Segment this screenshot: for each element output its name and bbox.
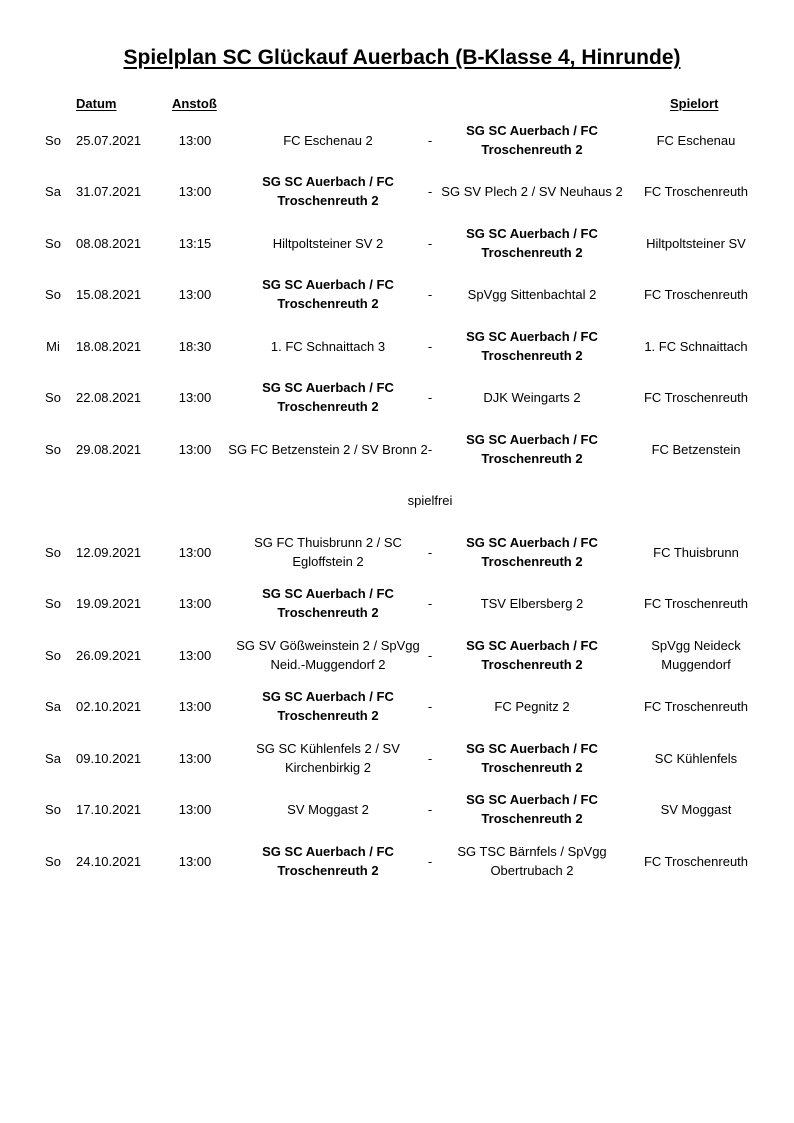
match-row bbox=[0, 323, 794, 369]
match-kickoff: 13:00 bbox=[178, 801, 212, 817]
match-kickoff: 13:15 bbox=[178, 235, 212, 251]
match-weekday: So bbox=[45, 132, 61, 148]
match-date: 19.09.2021 bbox=[76, 595, 142, 611]
match-row bbox=[0, 426, 794, 472]
match-weekday: So bbox=[45, 441, 61, 457]
match-date: 29.08.2021 bbox=[76, 441, 142, 457]
match-date: 12.09.2021 bbox=[76, 544, 142, 560]
match-row bbox=[0, 168, 794, 214]
free-week-label: spielfrei bbox=[407, 493, 453, 508]
header-anstoss: Anstoß bbox=[172, 96, 217, 111]
match-venue: FC Troschenreuth bbox=[643, 286, 749, 302]
home-team: Hiltpoltsteiner SV 2 bbox=[272, 235, 384, 251]
home-team: 1. FC Schnaittach 3 bbox=[270, 338, 386, 354]
match-row bbox=[0, 838, 794, 884]
away-team: SG SC Auerbach / FC Troschenreuth 2 bbox=[466, 329, 598, 363]
away-team: TSV Elbersberg 2 bbox=[480, 595, 584, 611]
schedule-title: Spielplan SC Glückauf Auerbach (B-Klasse 4, Hinrunde) bbox=[123, 46, 681, 69]
away-team: FC Pegnitz 2 bbox=[494, 698, 570, 714]
match-weekday: So bbox=[45, 389, 61, 405]
away-team: SG TSC Bärnfels / SpVgg Obertrubach 2 bbox=[457, 844, 607, 878]
home-team: SG SC Auerbach / FC Troschenreuth 2 bbox=[262, 586, 394, 620]
header-datum: Datum bbox=[76, 96, 117, 111]
match-row bbox=[0, 735, 794, 781]
match-kickoff: 13:00 bbox=[178, 544, 212, 560]
match-separator: - bbox=[427, 647, 433, 663]
match-row bbox=[0, 632, 794, 678]
match-kickoff: 13:00 bbox=[178, 595, 212, 611]
match-row bbox=[0, 529, 794, 575]
match-venue: FC Betzenstein bbox=[651, 441, 741, 457]
match-weekday: So bbox=[45, 544, 61, 560]
match-venue: FC Eschenau bbox=[656, 132, 736, 148]
match-date: 31.07.2021 bbox=[76, 183, 142, 199]
match-row bbox=[0, 580, 794, 626]
match-venue: FC Troschenreuth bbox=[643, 595, 749, 611]
home-team: SG FC Betzenstein 2 / SV Bronn 2 bbox=[228, 441, 428, 457]
match-separator: - bbox=[427, 389, 433, 405]
match-weekday: So bbox=[45, 647, 61, 663]
match-row bbox=[0, 374, 794, 420]
match-date: 18.08.2021 bbox=[76, 338, 142, 354]
match-weekday: Mi bbox=[46, 338, 60, 354]
match-venue: SC Kühlenfels bbox=[654, 750, 738, 766]
match-row bbox=[0, 220, 794, 266]
match-kickoff: 18:30 bbox=[178, 338, 212, 354]
match-row bbox=[0, 683, 794, 729]
home-team: SG SC Auerbach / FC Troschenreuth 2 bbox=[262, 844, 394, 878]
match-date: 25.07.2021 bbox=[76, 132, 142, 148]
match-kickoff: 13:00 bbox=[178, 132, 212, 148]
home-team: SG FC Thuisbrunn 2 / SC Egloffstein 2 bbox=[254, 535, 402, 569]
match-weekday: Sa bbox=[45, 183, 61, 199]
match-kickoff: 13:00 bbox=[178, 647, 212, 663]
match-separator: - bbox=[427, 441, 433, 457]
header-spielort: Spielort bbox=[670, 96, 719, 111]
match-venue: FC Troschenreuth bbox=[643, 183, 749, 199]
match-weekday: So bbox=[45, 286, 61, 302]
match-kickoff: 13:00 bbox=[178, 286, 212, 302]
away-team: SpVgg Sittenbachtal 2 bbox=[467, 286, 597, 302]
match-kickoff: 13:00 bbox=[178, 441, 212, 457]
match-kickoff: 13:00 bbox=[178, 698, 212, 714]
match-weekday: So bbox=[45, 235, 61, 251]
home-team: SG SC Auerbach / FC Troschenreuth 2 bbox=[262, 689, 394, 723]
match-separator: - bbox=[427, 750, 433, 766]
match-venue: 1. FC Schnaittach bbox=[644, 338, 748, 354]
home-team: SG SC Auerbach / FC Troschenreuth 2 bbox=[262, 380, 394, 414]
match-separator: - bbox=[427, 132, 433, 148]
match-date: 22.08.2021 bbox=[76, 389, 142, 405]
match-date: 24.10.2021 bbox=[76, 853, 142, 869]
match-kickoff: 13:00 bbox=[178, 853, 212, 869]
match-row bbox=[0, 271, 794, 317]
match-venue: FC Thuisbrunn bbox=[653, 544, 739, 560]
home-team: FC Eschenau 2 bbox=[283, 132, 373, 148]
match-separator: - bbox=[427, 235, 433, 251]
match-weekday: So bbox=[45, 853, 61, 869]
home-team: SG SC Auerbach / FC Troschenreuth 2 bbox=[262, 174, 394, 208]
match-row bbox=[0, 117, 794, 163]
match-venue: SV Moggast bbox=[660, 801, 732, 817]
match-venue: FC Troschenreuth bbox=[643, 853, 749, 869]
match-venue: FC Troschenreuth bbox=[643, 389, 749, 405]
match-kickoff: 13:00 bbox=[178, 750, 212, 766]
away-team: SG SC Auerbach / FC Troschenreuth 2 bbox=[466, 638, 598, 672]
away-team: SG SC Auerbach / FC Troschenreuth 2 bbox=[466, 123, 598, 157]
match-kickoff: 13:00 bbox=[178, 389, 212, 405]
match-weekday: So bbox=[45, 801, 61, 817]
match-separator: - bbox=[427, 801, 433, 817]
match-separator: - bbox=[427, 183, 433, 199]
away-team: SG SC Auerbach / FC Troschenreuth 2 bbox=[466, 535, 598, 569]
match-date: 02.10.2021 bbox=[76, 698, 142, 714]
match-date: 17.10.2021 bbox=[76, 801, 142, 817]
match-venue: FC Troschenreuth bbox=[643, 698, 749, 714]
away-team: SG SV Plech 2 / SV Neuhaus 2 bbox=[441, 183, 623, 199]
away-team: DJK Weingarts 2 bbox=[483, 389, 581, 405]
match-separator: - bbox=[427, 595, 433, 611]
match-separator: - bbox=[427, 698, 433, 714]
away-team: SG SC Auerbach / FC Troschenreuth 2 bbox=[466, 226, 598, 260]
away-team: SG SC Auerbach / FC Troschenreuth 2 bbox=[466, 792, 598, 826]
match-separator: - bbox=[427, 286, 433, 302]
match-venue: SpVgg Neideck Muggendorf bbox=[651, 638, 741, 672]
match-date: 09.10.2021 bbox=[76, 750, 142, 766]
home-team: SG SC Auerbach / FC Troschenreuth 2 bbox=[262, 277, 394, 311]
match-separator: - bbox=[427, 544, 433, 560]
match-weekday: Sa bbox=[45, 750, 61, 766]
match-row bbox=[0, 786, 794, 832]
match-separator: - bbox=[427, 853, 433, 869]
match-date: 15.08.2021 bbox=[76, 286, 142, 302]
home-team: SG SV Gößweinstein 2 / SpVgg Neid.-Muggendorf 2 bbox=[236, 638, 420, 672]
match-date: 26.09.2021 bbox=[76, 647, 142, 663]
match-venue: Hiltpoltsteiner SV bbox=[646, 235, 746, 251]
home-team: SG SC Kühlenfels 2 / SV Kirchenbirkig 2 bbox=[256, 741, 400, 775]
home-team: SV Moggast 2 bbox=[287, 801, 369, 817]
match-kickoff: 13:00 bbox=[178, 183, 212, 199]
match-separator: - bbox=[427, 338, 433, 354]
match-weekday: So bbox=[45, 595, 61, 611]
match-date: 08.08.2021 bbox=[76, 235, 142, 251]
away-team: SG SC Auerbach / FC Troschenreuth 2 bbox=[466, 741, 598, 775]
away-team: SG SC Auerbach / FC Troschenreuth 2 bbox=[466, 432, 598, 466]
match-weekday: Sa bbox=[45, 698, 61, 714]
